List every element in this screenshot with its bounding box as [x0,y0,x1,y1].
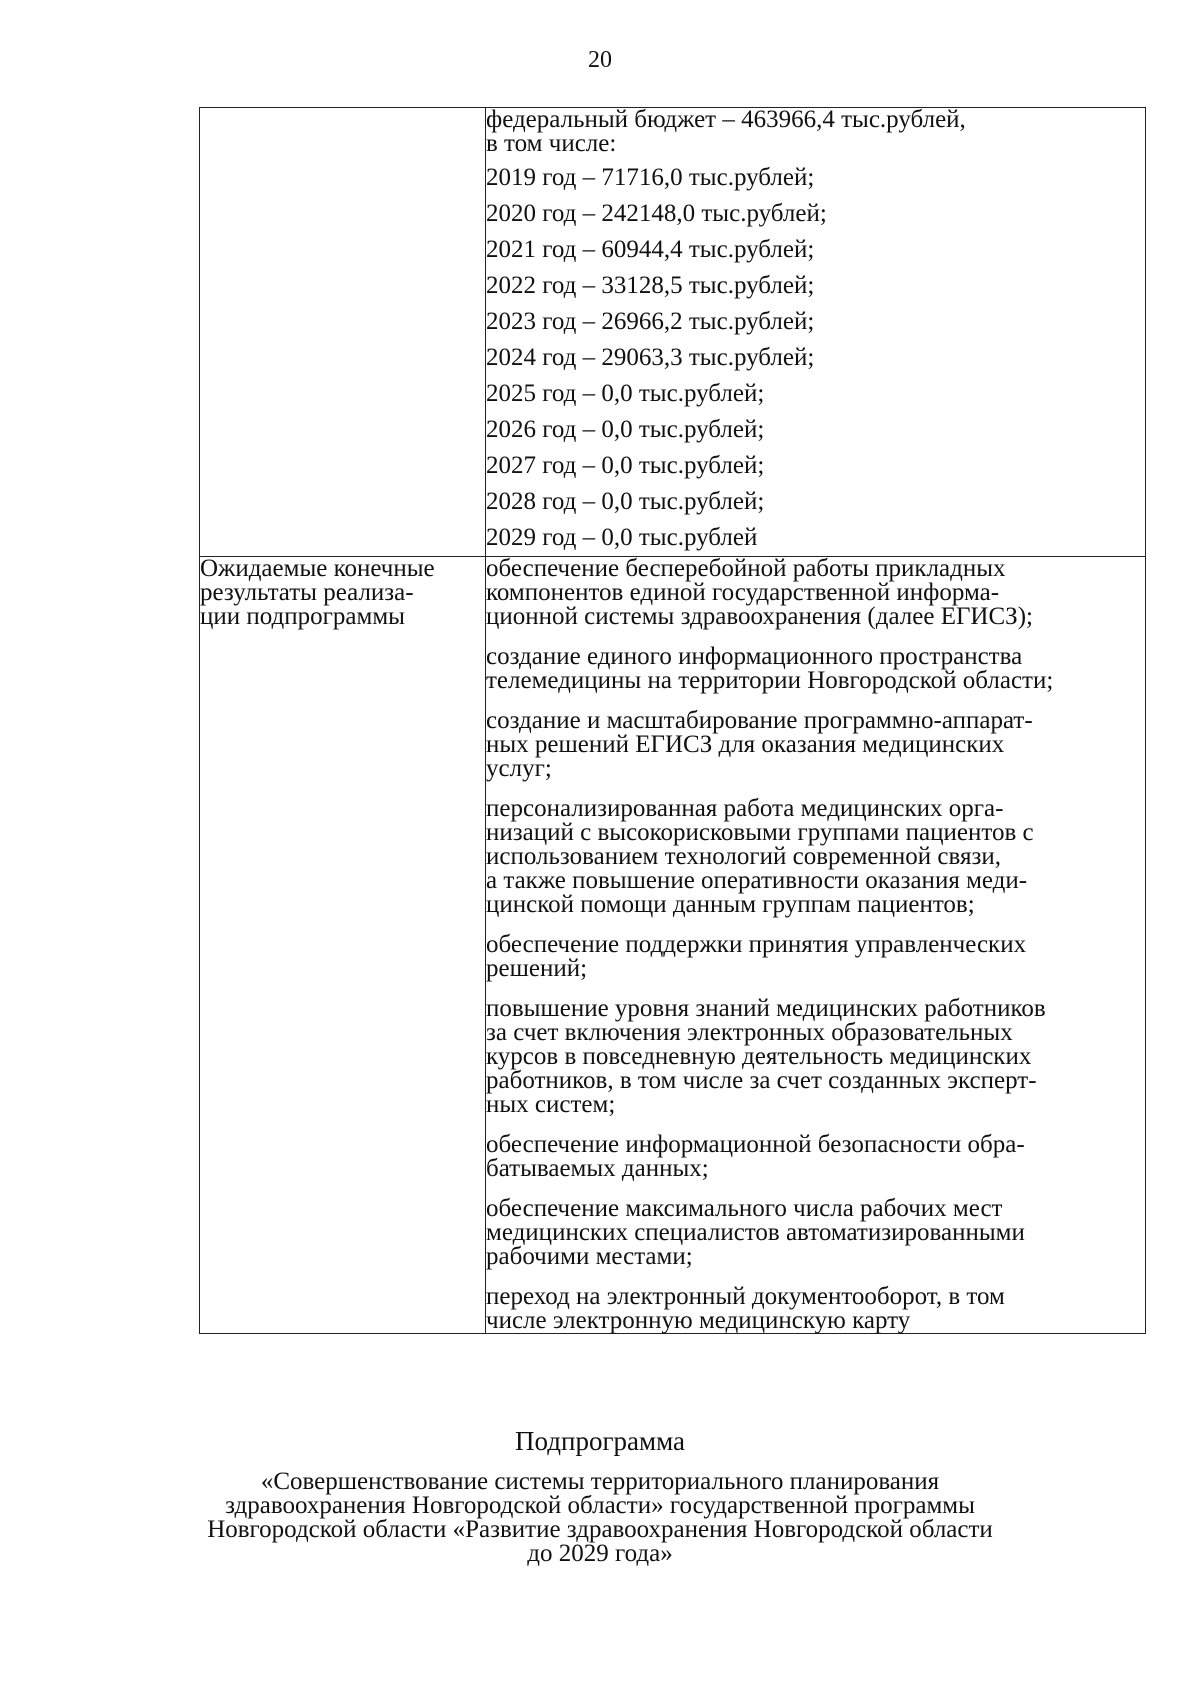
passport-table [199,107,1146,1334]
result-line: компонентов единой государственной информа- [486,579,1000,606]
financing-year-item: 2024 год – 29063,3 тыс.рублей; [486,344,815,371]
result-item [486,1133,1145,1181]
results-label-line: результаты реализа- [200,579,414,606]
result-line: использованием технологий современной связи, [486,843,1001,870]
results-label-cell [200,557,486,1334]
financing-label-cell [200,108,486,557]
result-item [486,645,1145,693]
financing-year-item: 2023 год – 26966,2 тыс.рублей; [486,308,815,335]
result-item [486,557,1145,629]
subprogram-name-line: здравоохранения Новгородской области» государственной программы [225,1492,975,1519]
result-line: ных систем; [486,1091,616,1118]
results-row [200,557,1146,1334]
result-item [486,709,1145,781]
results-label-line: ции подпрограммы [200,603,405,630]
result-line: создание и масштабирование программно-аппарат- [486,707,1033,734]
results-cell [486,557,1146,1334]
result-item [486,797,1145,917]
result-item [486,1197,1145,1269]
result-item [486,997,1145,1117]
financing-year-item: 2021 год – 60944,4 тыс.рублей; [486,236,815,263]
result-line: за счет включения электронных образовательных [486,1019,1013,1046]
result-line: рабочими местами; [486,1243,693,1270]
page-number: 20 [588,47,612,73]
subprogram-name-line: Новгородской области «Развитие здравоохранения Новгородской области [207,1516,993,1543]
subprogram-name-line: до 2029 года» [527,1540,673,1567]
result-line: а также повышение оперативности оказания меди- [486,867,1028,894]
financing-header [486,108,1145,156]
result-line: переход на электронный документооборот, в том [486,1283,1005,1310]
subprogram-heading [0,1426,1200,1566]
subprogram-name-line: «Совершенствование системы территориального планирования [260,1468,940,1495]
result-line: цинской помощи данным группам пациентов; [486,891,975,918]
financing-cell [486,108,1146,557]
financing-year-item: 2022 год – 33128,5 тыс.рублей; [486,272,815,299]
financing-year-item: 2026 год – 0,0 тыс.рублей; [486,416,765,443]
financing-year-item: 2020 год – 242148,0 тыс.рублей; [486,200,827,227]
result-line: создание единого информационного пространства [486,643,1023,670]
financing-year-item: 2027 год – 0,0 тыс.рублей; [486,452,765,479]
result-line: решений; [486,955,588,982]
financing-row [200,108,1146,557]
financing-year-item: 2025 год – 0,0 тыс.рублей; [486,380,765,407]
financing-year-item: 2019 год – 71716,0 тыс.рублей; [486,164,815,191]
financing-year-item: 2029 год – 0,0 тыс.рублей [486,524,758,551]
result-line: ных решений ЕГИСЗ для оказания медицинских [486,731,1005,758]
result-item [486,933,1145,981]
result-line: курсов в повседневную деятельность медицинских [486,1043,1032,1070]
result-line: батываемых данных; [486,1155,709,1182]
financing-year-item: 2028 год – 0,0 тыс.рублей; [486,488,765,515]
result-item [486,1285,1145,1333]
financing-header-line: в том числе: [486,130,617,157]
results-label-line: Ожидаемые конечные [200,555,435,582]
result-line: телемедицины на территории Новгородской области; [486,667,1054,694]
result-line: обеспечение бесперебойной работы прикладных [486,555,1006,582]
result-line: повышение уровня знаний медицинских работников [486,995,1046,1022]
financing-header-line: федеральный бюджет – 463966,4 тыс.рублей, [486,106,966,133]
result-line: медицинских специалистов автоматизированными [486,1219,1025,1246]
result-line: ционной системы здравоохранения (далее ЕГИСЗ); [486,603,1033,630]
result-line: низаций с высокорисковыми группами пациентов с [486,819,1034,846]
result-line: услуг; [486,755,552,782]
result-line: числе электронную медицинскую карту [486,1307,911,1334]
result-line: работников, в том числе за счет созданных эксперт- [486,1067,1037,1094]
subprogram-title: Подпрограмма [515,1426,685,1456]
result-line: обеспечение максимального числа рабочих мест [486,1195,1003,1222]
result-line: обеспечение информационной безопасности обра- [486,1131,1025,1158]
result-line: персонализированная работа медицинских орга- [486,795,1004,822]
result-line: обеспечение поддержки принятия управленческих [486,931,1027,958]
